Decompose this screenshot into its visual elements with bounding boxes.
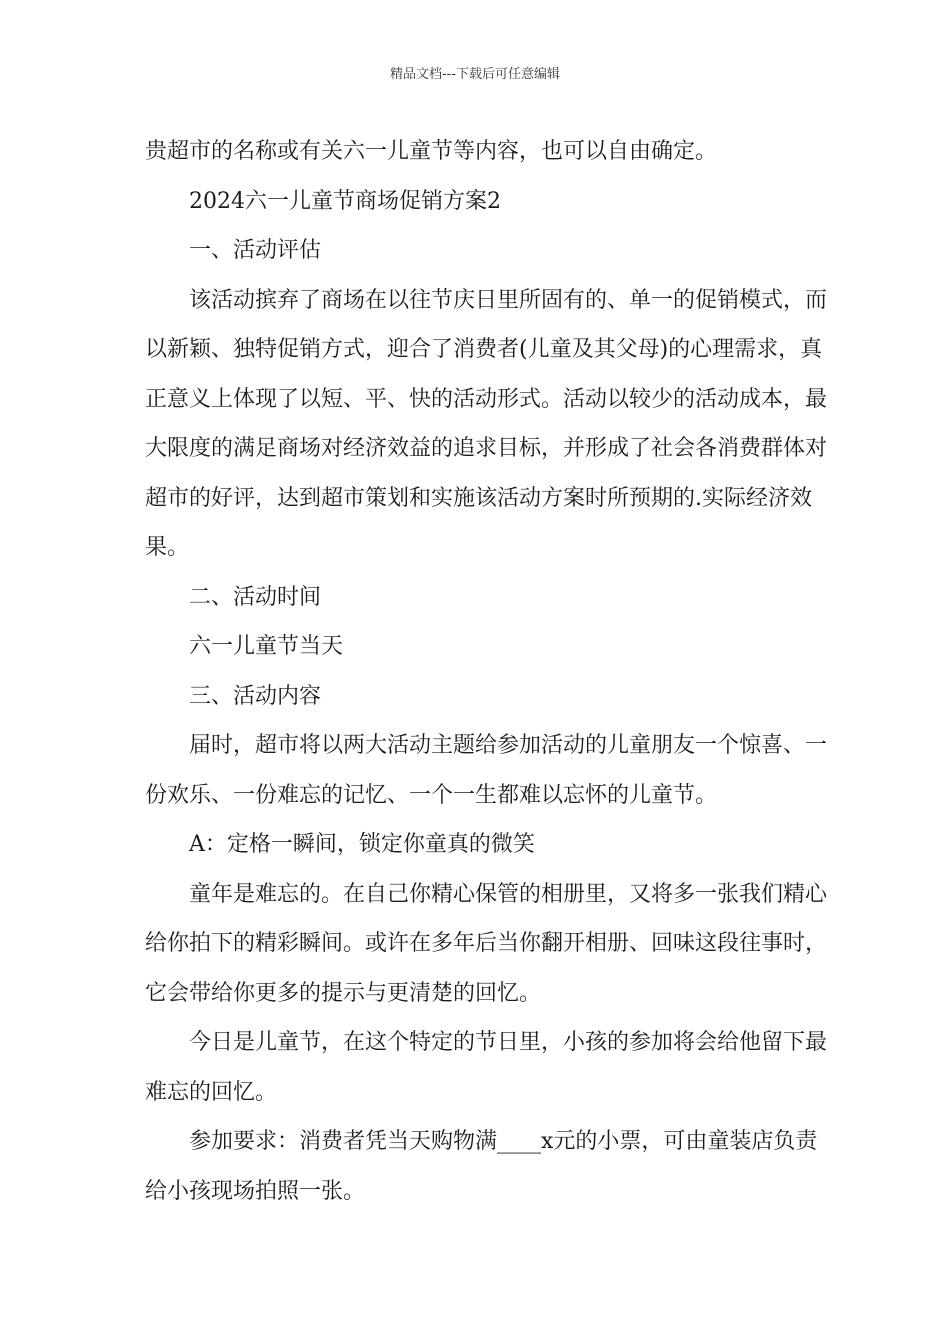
paragraph: 届时，超市将以两大活动主题给参加活动的儿童朋友一个惊喜、一份欢乐、一份难忘的记忆、一个一生都难以忘怀的儿童节。 — [145, 733, 828, 808]
paragraph: 该活动摈弃了商场在以往节庆日里所固有的、单一的促销模式，而以新颖、独特促销方式，迎合了消费者(儿童及其父母)的心理需求，真正意义上体现了以短、平、快的活动形式。活动以较少的活动成本，最大限度的满足商场对经济效益的追求目标，并形成了社会各消费群体对超市的好评，达到超市策划和实施该活动方案时所预期的.实际经济效果。 — [145, 287, 828, 560]
paragraph: 童年是难忘的。在自己你精心保管的相册里，又将多一张我们精心给你拍下的精彩瞬间。或许在多年后当你翻开相册、回味这段往事时，它会带给你更多的提示与更清楚的回忆。 — [145, 881, 828, 1006]
page-header: 精品文档---下载后可任意编辑 — [389, 67, 561, 82]
paragraph: 六一儿童节当天 — [189, 634, 344, 659]
document-body — [145, 127, 835, 1216]
heading-activity-content: 三、活动内容 — [189, 683, 322, 709]
section-title: 2024六一儿童节商场促销方案2 — [189, 188, 501, 214]
heading-activity-evaluation: 一、活动评估 — [189, 238, 322, 263]
paragraph: 贵超市的名称或有关六一儿童节等内容，也可以自由确定。 — [145, 139, 718, 164]
heading-activity-time: 二、活动时间 — [189, 584, 322, 610]
paragraph: 参加要求：消费者凭当天购物满____x元的小票，可由童装店负责给小孩现场拍照一张。 — [145, 1129, 818, 1204]
subheading-a: A：定格一瞬间，锁定你童真的微笑 — [189, 832, 535, 857]
paragraph: 今日是儿童节，在这个特定的节日里，小孩的参加将会给他留下最难忘的回忆。 — [145, 1030, 828, 1105]
